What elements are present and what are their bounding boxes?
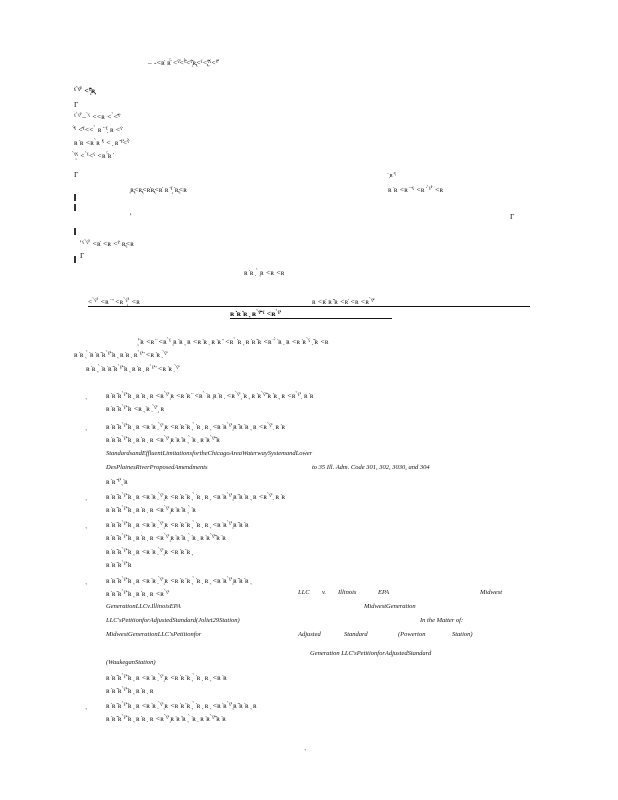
right-signature: ʀ ˂ʀ̇ ʀ ̂ʀ ˂ʀ̇ ˂ʀ ˂ʀ ̀ˁ̛̇ — [312, 297, 374, 306]
caption-line-1: ˁ ̀ˁ̛ ̀ ˂ˁ̦̆̇ʀ̘ — [74, 86, 96, 95]
item-5-gen1: GenerationLLCv.IllinoisEPA — [106, 603, 181, 610]
item-5-epa: EPA — [378, 589, 390, 596]
intro-line-3: ʀ ̇ʀ ̘ ̀ ̇ʀ ̇ʀ ̂ʀ ̀ˁ̛ ̈ʀ ̘ ʀ ̇ʀ ̣ ʀ ̀ˁ̛ ̈ ˂ʀ ̇ʀ ̣ ̀ˁ̛ — [86, 364, 179, 373]
item-5-llc-petition: LLC'sPetitionforAdjustedStandard(Joliet29Station) — [106, 617, 240, 624]
caption-line-3: ˁ ̀ˁ̛ ̀‒ ̀ˁ ˂˂ʀ ˂ ̀˂̂ˁ̇ — [74, 112, 121, 121]
item-5-illinois: Illinois — [338, 589, 357, 596]
item-1-text: ʀ ̇ʀ ̂ʀ ̀ˁ̛ ̈ʀ ̘ ʀ ̇ʀ ̣ ʀ ˂ʀ ̀ˁ̛ ̦ʀ ˂ʀ ̇ʀ ̈ ˂ʀ ̀ ̇ʀ ̘ʀ ̇ʀ ̣ ˂ʀ ̀ˁ̛ ̦ ̇ʀ ̘ ʀ ̇ʀ ̀ˁ̛ ̂ʀ ̇ʀ ̘ ʀ ˂ʀ ̀ˁ̛ ̣ ʀ ̇ʀ — [106, 391, 314, 400]
item-2-text-3: ʀ ̇ʀ ̂ˁ̛ ̘ ̇ʀ — [106, 477, 128, 486]
caption-line-7: Γ — [74, 170, 79, 179]
item-6-text: ʀ ̇ʀ ̂ʀ ̀ˁ̛ ̈ʀ ̘ ʀ ˂ʀ ̇ʀ ̣ ̀ˁ̛ ̦ʀ ˂ʀ ̇ʀ ̈ʀ ̘ ̀ ̇ʀ ̣ ʀ ̘ ˂ʀ ̇ʀ ̀ˁ̛ ̦ʀ ̂ʀ ̇ʀ ̘ ʀ — [106, 701, 257, 710]
item-2-citation: StandardsandEffluentLimitationsfortheChicagoAreaWaterwaySystemandLower — [106, 450, 313, 457]
item-5-v: v. — [322, 589, 327, 596]
item-2-text-2: ʀ ̇ʀ ̂ʀ ̀ˁ̛ ̈ʀ ̘ ʀ ̇ʀ ̣ ʀ ˂ʀ ̀ˁ̛ ̦ʀ ̇ʀ ̈ʀ ̘ ̀ ̇ʀ ̣ ʀ ̇ʀ ̀ˁ̛ ̂ʀ — [106, 435, 221, 444]
item-5-in-the-matter: In the Matter of: — [420, 617, 464, 624]
caption-line-5: ʀ ̇ʀ ˂ʀ ̀ʀ ̛ˁ ˂ ̣ ʀ ̂ˁ̛˂ˁ̀̇ — [74, 138, 130, 147]
caption-line-6: ̀ˁ̦̇ˁ ˂ ̀ˁ˂ˁ ˂ʀ ̈́ʀ ̇ — [74, 151, 114, 160]
item-4-text-3: ʀ ̇ʀ ̂ʀ ̀ˁ̛ ̈ʀ ̘ ʀ ˂ʀ ̇ʀ ̣ ̀ˁ̛ ̦ʀ ˂ʀ ̇ʀ ̈ʀ ̘ — [106, 547, 193, 556]
caption-tick — [74, 256, 76, 263]
item-4-text: ʀ ̇ʀ ̂ʀ ̀ˁ̛ ̈ʀ ̘ ʀ ˂ʀ ̇ʀ ̣ ̀ˁ̛ ̦ʀ ˂ʀ ̇ʀ ̈ʀ ̘ ̀ ̇ʀ ̣ ʀ ̘ ˂ʀ ̇ʀ ̀ˁ̛ ̦ʀ ̂ʀ ̇ʀ — [106, 520, 249, 529]
subtitle: ʀ ̇ʀ ̇ʀ ̘ ʀ ̀ˁ̛̇ ̈ˁ ˂ʀ ̀ˁ̛ — [230, 309, 280, 318]
item-1-text-2: ʀ ̇ʀ ̂ʀ ̀ˁ̛ ̈ʀ ˂ʀ ̘ ̇ʀ ̣ ̀ˁ̛ ̦ ʀ — [106, 404, 165, 413]
item-4-text-4: ʀ ̇ʀ ̂ʀ ̀ˁ̛ ̈ʀ — [106, 560, 132, 569]
caption-tick — [74, 204, 76, 211]
item-4-text-2: ʀ ̇ʀ ̂ʀ ̀ˁ̛ ̈ʀ ̘ ʀ ̇ʀ ̣ ʀ ˂ʀ ̀ˁ̛ ̦ʀ ̇ʀ ̈ʀ ̘ ̀ ̇ʀ ̣ ʀ ̇ʀ ̀ˁ̛ ̂ʀ ̇ʀ — [106, 533, 227, 542]
item-2-citation-2: DesPlainesRiverProposedAmendments — [106, 464, 208, 471]
intro-line-2: ʀ ̇ʀ ̘ ̀ ̇ʀ ̇ʀ ̂ʀ ̀ˁ̛ ̈ʀ ̘ ʀ ̇ʀ ̣ ʀ ̀ˁ̛ ̈ ˂ʀ ̇ʀ ̣ ̀ˁ̛ — [74, 350, 167, 359]
divider-rule — [88, 306, 530, 307]
item-5-midwestgen: MidwestGeneration — [364, 603, 416, 610]
item-5-standard: Standard — [344, 631, 368, 638]
bracket: Γ — [510, 212, 515, 221]
item-5-text-2: ʀ ̇ʀ ̂ʀ ̀ˁ̛ ̈ʀ ̘ ʀ ̇ʀ ̣ ʀ ˂ʀ ̀ˁ̛ — [106, 589, 169, 598]
item-5-adjusted: Adjusted — [298, 631, 321, 638]
caption-tick — [74, 194, 76, 201]
caption-line-9: Γ — [80, 251, 85, 260]
item-5-text-3: ʀ ̇ʀ ̂ʀ ̀ˁ̛ ̈ʀ ̘ ʀ ˂ʀ ̇ʀ ̣ ̀ˁ̛ ̦ʀ ˂ʀ ̇ʀ ̈ʀ ̘ ̀ ̇ʀ ̣ ʀ ̘ ˂ʀ ̇ʀ — [106, 673, 227, 682]
item-3-text-2: ʀ ̇ʀ ̂ʀ ̀ˁ̛ ̈ʀ ̘ ʀ ̇ʀ ̣ ʀ ˂ʀ ̀ˁ̛ ̦ʀ ̇ʀ ̈ʀ ̘ ̀ ̇ʀ — [106, 505, 197, 514]
side-title: ʀ ̇ʀ ˂ʀ ̇ ̈ˁ ˂ʀ ̇ ̀ˁ̛ ̀ ˂ʀ — [388, 185, 444, 194]
order-title: ʀ ̇ʀ ̣ ̀ ̘ʀ ˂ʀ ˂ʀ — [244, 268, 285, 277]
caption-line-8: ̛ ˁ ̀ˁ̛ ̀ ˂ʀ̇ ˂ʀ ˂ˁ̇ ʀ̢˂ʀ — [80, 239, 135, 248]
caption-tick — [74, 228, 76, 235]
item-3-text: ʀ ̇ʀ ̂ʀ ̀ˁ̛ ̈ʀ ̘ ʀ ˂ʀ ̇ʀ ̣ ̀ˁ̛ ̦ʀ ˂ʀ ̇ʀ ̈ʀ ̘ ̀ ̇ʀ ̣ ʀ ̘ ˂ʀ ̇ʀ ̀ˁ̛ ̦ʀ ̂ʀ ̇ʀ ̘ ʀ ˂ʀ ̀ˁ̛ ̣ ʀ ̇ʀ — [106, 492, 286, 501]
caption-line-2: Γ — [74, 100, 79, 109]
item-5-mg-petition: MidwestGenerationLLC'sPetitionfor — [106, 631, 202, 638]
item-5-waukegan: (WaukeganStation) — [106, 659, 156, 666]
item-6-text-2: ʀ ̇ʀ ̂ʀ ̀ˁ̛ ̈ʀ ̘ ʀ ̇ʀ ̣ ʀ ˂ʀ ̀ˁ̛ ̦ʀ ̇ʀ ̈ʀ ̘ ̀ ̇ʀ ̣ ʀ ̇ʀ ̀ˁ̛ ̂ʀ ̇ʀ — [106, 714, 227, 723]
caption-line-4: ̛̈́ˁ ˂̂ˁ˂˂ ̀ ʀ ̇ ̈ˁ̣ ʀ ˂ˁ̇ — [74, 125, 123, 134]
left-title: ̘ʀ̢˂ʀ̢˂ʀ̇ʀ̢˂ʀ̇ ʀ ̈ˁ̦ ̇ʀ̢˂ʀ — [130, 185, 188, 194]
header-line: ‒ ‑˂ʀ̇ ʀ̈́ ˂ˁ̛˂ˁ̀̂˂ˁ̦̆̇ʀ̢˂ˁ˂̢ˁ̣̇̂ˁ˂ˁ̛̇̇ — [148, 58, 218, 67]
item-2-citation-3: to 35 Ill. Adm. Code 301, 302, 3030, and 304 — [312, 464, 430, 471]
item-2-text: ʀ ̇ʀ ̂ʀ ̀ˁ̛ ̈ʀ ̘ ʀ ˂ʀ ̇ʀ ̣ ̀ˁ̛ ̦ʀ ˂ʀ ̇ʀ ̈ʀ ̘ ̀ ̇ʀ ̣ ʀ ̘ ˂ʀ ̇ʀ ̀ˁ̛ ̦ʀ ̂ʀ ̇ʀ ̘ ʀ ˂ʀ ̀ˁ̛ ̣ ʀ ̇ʀ — [106, 422, 286, 431]
item-5-station: Station) — [452, 631, 473, 638]
intro-line-1: ̛̦ ̇ʀ ˂ʀ ̈ ˂ʀ ̀ˁ ̦ʀ ̇ʀ ̘ ʀ ˂ʀ ̇ʀ ̣ ʀ ̇ʀ ̈ ˂ʀ ̀ ̇ʀ ̘ ʀ ̇ʀ ̂ʀ ˂ʀ ̈ ̀ ̇ʀ ̣ ʀ ˂ʀ ̇ʀ ̀ˁ ̣ ̂ʀ ˂ʀ — [138, 337, 329, 346]
item-5-midwest: Midwest — [480, 589, 503, 596]
item-5-final: Generation LLC'sPetitionforAdjustedStandard — [310, 650, 432, 657]
item-5-text-4: ʀ ̇ʀ ̂ʀ ̀ˁ̛ ̈ʀ ̘ ʀ ̇ʀ ̣ ʀ — [106, 686, 154, 695]
left-signature: ˂ ̀ˁ̛ ̀ ˂ʀ ̇ ̈ ˂ʀ ̀ˁ̛̦ ̀ ˂ʀ — [88, 297, 141, 306]
item-5-powerton: (Powerton — [398, 631, 426, 638]
item-5-llc: LLC — [298, 589, 310, 596]
subtitle-underline — [230, 318, 392, 319]
item-5-text: ʀ ̇ʀ ̂ʀ ̀ˁ̛ ̈ʀ ̘ ʀ ˂ʀ ̇ʀ ̣ ̀ˁ̛ ̦ʀ ˂ʀ ̇ʀ ̈ʀ ̘ ̀ ̇ʀ ̣ ʀ ̘ ˂ʀ ̇ʀ ̀ˁ̛ ̦ʀ ̂ʀ ̇ʀ ̘ — [106, 576, 251, 585]
side-label: ̇ ̣ʀ ̂ˁ — [388, 172, 397, 179]
